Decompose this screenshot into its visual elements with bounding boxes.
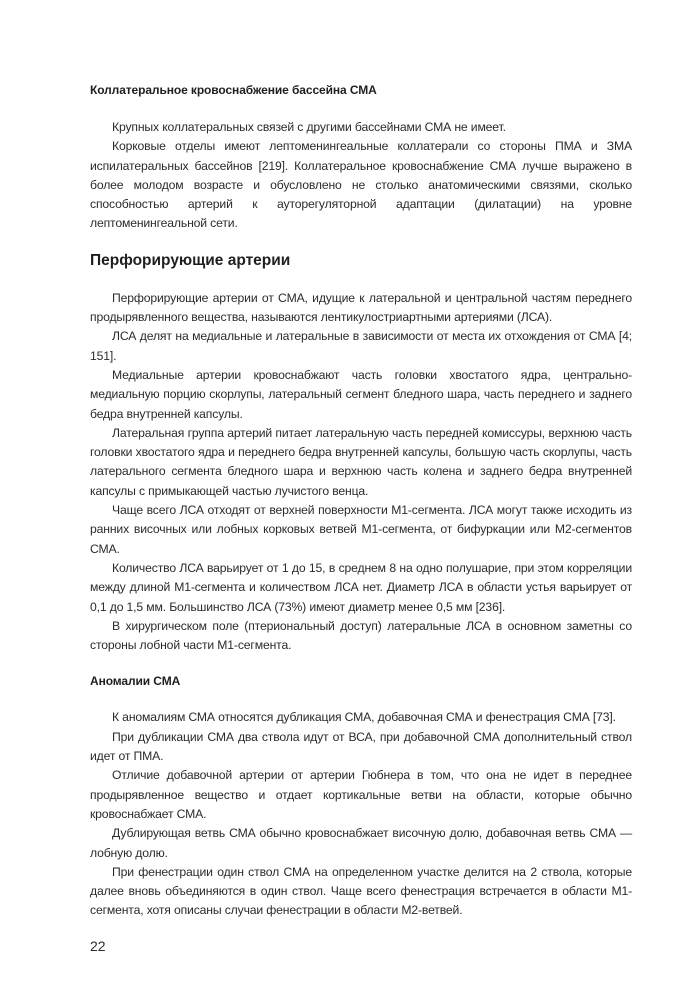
paragraph: При дубликации СМА два ствола идут от ВСА, при добавочной СМА дополнительный ствол идет от ПМА. (90, 729, 632, 764)
page-content (90, 83, 632, 921)
paragraph: Медиальные артерии кровоснабжают часть головки хвостатого ядра, центрально-медиальную порцию скорлупы, латеральный сегмент бледного шара, часть переднего и заднего бедра внутренней капсулы. (90, 367, 632, 421)
paragraph: В хирургическом поле (птериональный доступ) латеральные ЛСА в основном заметны со стороны лобной части М1-сегмента. (90, 618, 632, 653)
paragraph: Корковые отделы имеют лептоменингеальные коллатерали со стороны ПМА и ЗМА испилатеральных бассейнов [219]. Коллатеральное кровоснабжение СМА лучше выражено в более молодом возрасте и обусловлено не столько анатомическими связями, сколько способностью артерий к ауторегуляторной адаптации (дилатации) на уровне лептоменингеальной сети. (90, 139, 632, 231)
paragraph: Чаще всего ЛСА отходят от верхней поверхности М1-сегмента. ЛСА могут также исходить из ранних височных или лобных корковых ветвей М1-сегмента, от бифуркации или М2-сегментов СМА. (90, 503, 632, 556)
paragraph: Количество ЛСА варьирует от 1 до 15, в среднем 8 на одно полушарие, при этом корреляции между длиной М1-сегмента и количеством ЛСА нет. Диаметр ЛСА в области устья варьирует от 0,1 до 1,5 мм. Большинство ЛСА (73%) имеют диаметр менее 0,5 мм [236]. (90, 560, 632, 614)
heading-collateral-supply: Коллатеральное кровоснабжение бассейна СМА (90, 83, 377, 97)
paragraph: При фенестрации один ствол СМА на определенном участке делится на 2 ствола, которые далее вновь объединяются в один ствол. Чаще всего фенестрация встречается в области М1-сегмента, хотя описаны случаи фенестрации в области М2-ветвей. (90, 864, 632, 918)
paragraph: Дублирующая ветвь СМА обычно кровоснабжает височную долю, добавочная ветвь СМА — лобную долю. (90, 826, 632, 860)
paragraph: К аномалиям СМА относятся дубликация СМА, добавочная СМА и фенестрация СМА [73]. (112, 710, 616, 725)
paragraph: Перфорирующие артерии от СМА, идущие к латеральной и центральной частям переднего продырявленного вещества, называются лентикулостриартными артериями (ЛСА). (90, 290, 632, 325)
heading-perforating-arteries: Перфорирующие артерии (90, 251, 291, 269)
paragraph: Латеральная группа артерий питает латеральную часть передней комиссуры, верхнюю часть головки хвостатого ядра и переднего бедра внутренней капсулы, большую часть скорлупы, часть латерального сегмента бледного шара и верхнюю часть колена и заднего бедра внутренней капсулы с примыкающей частью лучистого венца. (90, 425, 632, 498)
paragraph: ЛСА делят на медиальные и латеральные в зависимости от места их отхождения от СМА [4; 151]. (90, 329, 632, 363)
paragraph: Отличие добавочной артерии от артерии Гюбнера в том, что она не идет в переднее продырявленное вещество и отдает кортикальные ветви на области, которые обычно кровоснабжает СМА. (90, 768, 632, 821)
page-number: 22 (90, 938, 106, 954)
heading-mca-anomalies: Аномалии СМА (90, 674, 181, 689)
paragraph: Крупных коллатеральных связей с другими бассейнами СМА не имеет. (112, 120, 506, 134)
